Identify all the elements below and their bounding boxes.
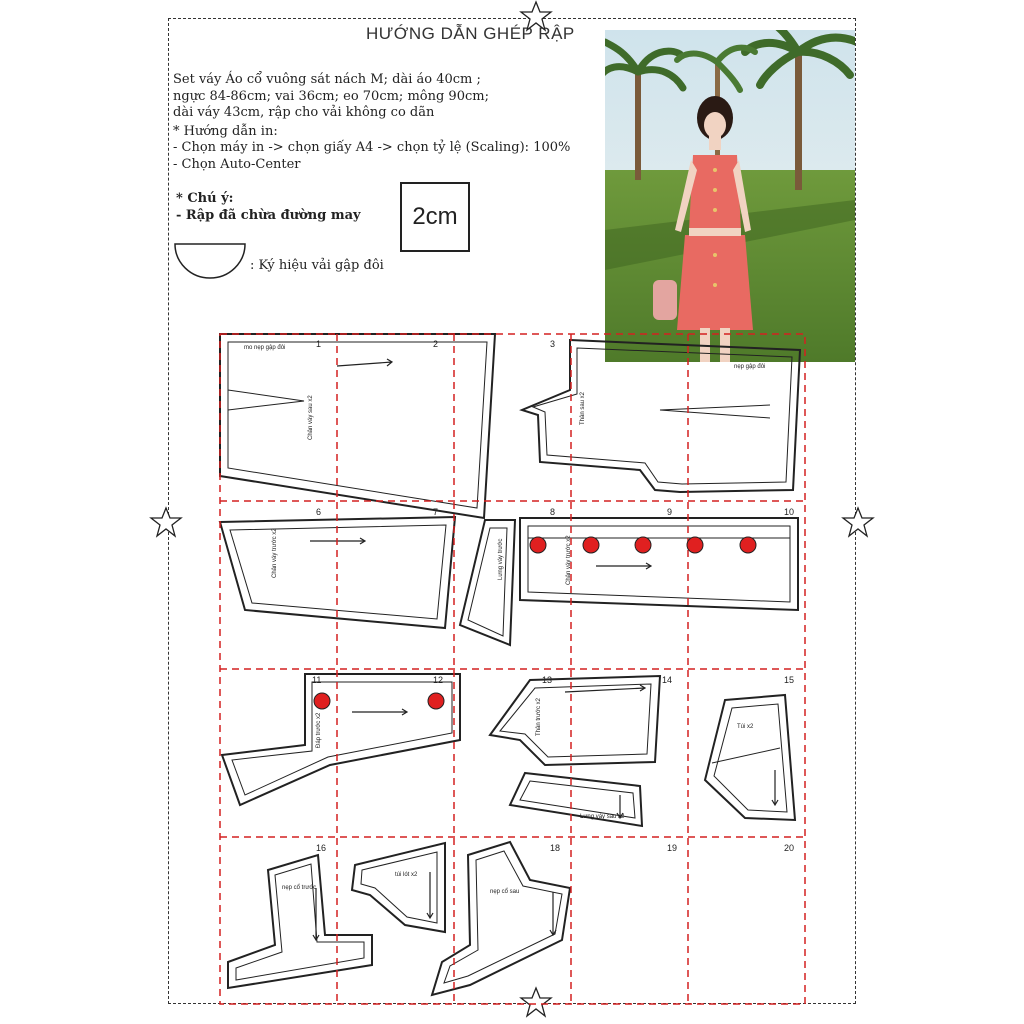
cell-number: 12 [433,675,444,685]
cell-number: 7 [433,507,439,517]
cell-number: 15 [784,675,795,685]
pattern-seam [500,684,651,757]
page-title: HƯỚNG DẪN GHÉP RẬP [366,24,575,43]
cell-number: 16 [316,843,327,853]
piece-label: nẹp cổ sau [490,889,520,895]
piece-label: Thân trước x2 [536,698,542,736]
cell-number: 11 [312,675,322,685]
piece-label: Chân váy trước x2 [566,535,572,585]
star-icon [521,2,551,30]
pattern-seam [444,851,562,983]
piece-label: nẹp cổ trước [282,885,317,891]
cell-number: 8 [550,507,556,517]
pattern-seam [230,525,446,619]
pattern-piece [228,855,372,988]
desc-line: - Chọn máy in -> chọn giấy A4 -> chọn tỷ lệ (Scaling): 100% [173,140,571,155]
note-body: - Rập đã chừa đường may [176,208,361,223]
pattern-piece [490,676,660,765]
pattern-piece [352,843,445,932]
star-icon [843,508,873,536]
piece-label: Đáp trước x2 [316,712,322,748]
button-marker [635,537,651,553]
cell-number: 1 [316,339,322,349]
button-marker [530,537,546,553]
pattern-piece [520,518,798,610]
piece-label: Chân váy trước x2 [272,528,278,578]
piece-label: Lưng váy sau x2 [580,814,625,820]
scale-label: 2cm [412,203,458,230]
note-title: * Chú ý: [176,191,234,206]
fold-symbol-icon [175,244,245,278]
pattern-seam [236,864,364,980]
cell-number: 18 [550,843,561,853]
piece-label: Chân váy sau x2 [308,395,314,440]
cell-number: 20 [784,843,795,853]
grainline-arrow [337,359,392,366]
grainline-arrow [772,770,778,805]
fold-symbol-label: : Ký hiệu vải gập đôi [250,258,384,273]
desc-line: - Chọn Auto-Center [173,156,301,172]
piece-label: túi lót x2 [395,872,418,878]
star-icon [151,508,181,536]
pattern-piece [522,340,800,492]
desc-line: ngực 84-86cm; vai 36cm; eo 70cm; mông 90cm; [173,88,489,104]
button-marker [583,537,599,553]
piece-label: Thân sau x2 [580,391,586,425]
pattern-seam [520,781,635,818]
pattern-seam [232,682,452,795]
dart [660,405,770,418]
piece-label: Túi x2 [737,724,754,730]
desc-line: dài váy 43cm, rập cho vải không co dãn [173,105,435,120]
grainline-arrow [427,872,433,918]
piece-label: Lưng váy trước [498,538,504,580]
piece-label: nẹp gập đôi [734,364,766,370]
button-marker [740,537,756,553]
dart [228,390,304,410]
cell-number: 3 [550,339,556,349]
pattern-piece [432,842,570,995]
desc-line: Set váy Áo cổ vuông sát nách M; dài áo 40cm ; [173,72,481,87]
star-icon [521,988,551,1016]
cell-number: 13 [542,675,553,685]
cell-number: 6 [316,507,322,517]
cell-number: 9 [667,507,673,517]
pattern-piece [222,674,460,805]
desc-line: * Hướng dẫn in: [173,123,278,139]
pattern-seam [714,704,787,812]
button-marker [428,693,444,709]
cell-number: 14 [662,675,673,685]
cell-number: 19 [667,843,678,853]
grainline-arrow [550,892,556,935]
cell-number: 10 [784,507,795,517]
grainline-arrow [352,709,407,715]
cell-number: 2 [433,339,439,349]
grainline-arrow [596,563,651,569]
button-marker [314,693,330,709]
piece-label: mo nẹp gập đôi [244,345,286,351]
button-marker [687,537,703,553]
pattern-seam [361,852,437,923]
